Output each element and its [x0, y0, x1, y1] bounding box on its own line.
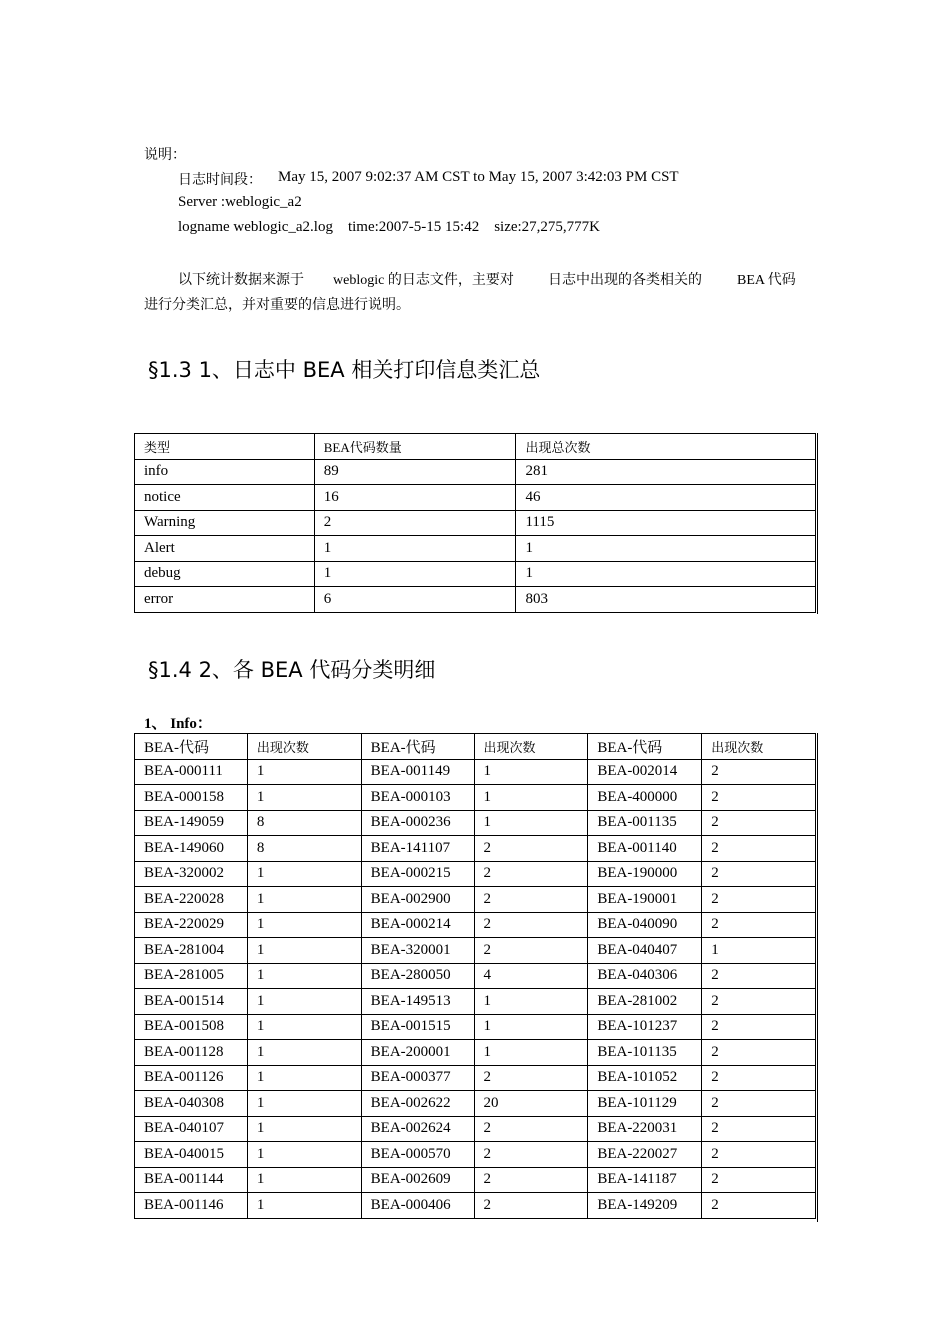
info-cell: BEA-001508: [135, 1014, 248, 1040]
summary-cell: 281: [516, 459, 816, 485]
summary-cell: 1: [314, 561, 516, 587]
info-cell: 20: [474, 1091, 588, 1117]
table-row: [135, 810, 816, 836]
table-row: [135, 1167, 816, 1193]
info-cell: BEA-001128: [135, 1040, 248, 1066]
intro-label: 说明：: [144, 148, 186, 163]
info-cell: BEA-001514: [135, 989, 248, 1015]
info-cell: BEA-149059: [135, 810, 248, 836]
info-cell: 2: [702, 989, 816, 1015]
info-cell: BEA-002014: [588, 759, 702, 785]
info-cell: 2: [702, 1065, 816, 1091]
info-cell: BEA-040407: [588, 938, 702, 964]
info-cell: BEA-000236: [361, 810, 474, 836]
table-row: [135, 938, 816, 964]
info-cell: 2: [702, 810, 816, 836]
intro-para-line-2: 进行分类汇总，并对重要的信息进行说明。: [144, 298, 410, 313]
info-cell: BEA-220028: [135, 887, 248, 913]
info-cell: 2: [702, 785, 816, 811]
info-cell: BEA-000111: [135, 759, 248, 785]
info-cell: 1: [247, 938, 361, 964]
info-cell: 1: [474, 810, 588, 836]
info-cell: BEA-280050: [361, 963, 474, 989]
info-cell: 1: [247, 1040, 361, 1066]
table-row: [135, 1091, 816, 1117]
info-cell: BEA-200001: [361, 1040, 474, 1066]
table-row: [135, 459, 816, 485]
summary-table: [134, 433, 816, 613]
info-cell: BEA-000215: [361, 861, 474, 887]
intro-para-part-4: BEA 代码: [737, 273, 796, 288]
table-row: [135, 1065, 816, 1091]
info-cell: 2: [702, 1091, 816, 1117]
info-cell: 2: [702, 887, 816, 913]
info-cell: BEA-281004: [135, 938, 248, 964]
table-row: [135, 1116, 816, 1142]
summary-cell: 1: [314, 536, 516, 562]
info-header-cell: 出现次数: [702, 734, 816, 760]
info-cell: BEA-220027: [588, 1142, 702, 1168]
info-cell: 2: [702, 963, 816, 989]
info-cell: BEA-000406: [361, 1193, 474, 1219]
info-cell: BEA-000570: [361, 1142, 474, 1168]
info-cell: 1: [247, 861, 361, 887]
info-cell: BEA-040107: [135, 1116, 248, 1142]
table-row: [135, 1193, 816, 1219]
summary-cell: notice: [135, 485, 315, 511]
table-row: [135, 836, 816, 862]
info-cell: BEA-281005: [135, 963, 248, 989]
info-cell: 1: [247, 1116, 361, 1142]
info-cell: 1: [474, 989, 588, 1015]
info-cell: 1: [247, 1091, 361, 1117]
summary-cell: 2: [314, 510, 516, 536]
summary-cell: info: [135, 459, 315, 485]
info-cell: BEA-001126: [135, 1065, 248, 1091]
info-cell: 1: [247, 785, 361, 811]
info-cell: BEA-002609: [361, 1167, 474, 1193]
subheading-info: 1、 Info：: [144, 716, 212, 732]
table-row: [135, 912, 816, 938]
info-cell: BEA-141107: [361, 836, 474, 862]
summary-cell: 1: [516, 536, 816, 562]
intro-para-part-1: 以下统计数据来源于: [178, 273, 304, 288]
info-cell: BEA-141187: [588, 1167, 702, 1193]
info-cell: BEA-040015: [135, 1142, 248, 1168]
info-cell: 1: [247, 1014, 361, 1040]
info-cell: 1: [474, 759, 588, 785]
info-cell: BEA-000377: [361, 1065, 474, 1091]
info-cell: 8: [247, 810, 361, 836]
summary-cell: 803: [516, 587, 816, 613]
summary-cell: 1: [516, 561, 816, 587]
summary-header-cell: BEA代码数量: [314, 434, 516, 460]
summary-header-row: [135, 434, 816, 460]
info-cell: 1: [247, 1167, 361, 1193]
info-cell: BEA-220029: [135, 912, 248, 938]
info-cell: BEA-040090: [588, 912, 702, 938]
info-cell: 1: [474, 1040, 588, 1066]
info-cell: 2: [474, 1116, 588, 1142]
summary-table-double-border: [817, 433, 818, 614]
info-cell: 2: [702, 1014, 816, 1040]
table-row: [135, 861, 816, 887]
info-cell: BEA-000103: [361, 785, 474, 811]
info-cell: BEA-001149: [361, 759, 474, 785]
info-cell: BEA-320001: [361, 938, 474, 964]
table-row: [135, 963, 816, 989]
table-row: [135, 561, 816, 587]
info-cell: 2: [702, 912, 816, 938]
info-cell: BEA-040306: [588, 963, 702, 989]
intro-para-part-3: 日志中出现的各类相关的: [548, 273, 702, 288]
info-header-cell: BEA-代码: [588, 734, 702, 760]
info-cell: 1: [247, 989, 361, 1015]
table-row: [135, 587, 816, 613]
info-cell: BEA-000158: [135, 785, 248, 811]
time-range: May 15, 2007 9:02:37 AM CST to May 15, 2007 3:42:03 PM CST: [278, 169, 679, 185]
info-cell: BEA-101052: [588, 1065, 702, 1091]
info-cell: 1: [247, 912, 361, 938]
table-row: [135, 1040, 816, 1066]
summary-cell: Alert: [135, 536, 315, 562]
info-cell: 1: [247, 759, 361, 785]
info-cell: BEA-002900: [361, 887, 474, 913]
info-cell: BEA-281002: [588, 989, 702, 1015]
info-cell: 1: [247, 1193, 361, 1219]
summary-cell: debug: [135, 561, 315, 587]
info-cell: 1: [247, 963, 361, 989]
summary-cell: 46: [516, 485, 816, 511]
info-cell: 1: [247, 1065, 361, 1091]
summary-header-cell: 出现总次数: [516, 434, 816, 460]
info-cell: 2: [474, 836, 588, 862]
table-row: [135, 1014, 816, 1040]
logname-line: logname weblogic_a2.log time:2007-5-15 15:42 size:27,275,777K: [178, 219, 601, 235]
info-cell: 1: [247, 887, 361, 913]
info-cell: BEA-001135: [588, 810, 702, 836]
info-cell: 2: [702, 1116, 816, 1142]
info-header-cell: 出现次数: [247, 734, 361, 760]
info-cell: 1: [474, 1014, 588, 1040]
info-cell: BEA-001140: [588, 836, 702, 862]
summary-header-cell: 类型: [135, 434, 315, 460]
time-label: 日志时间段：: [178, 173, 262, 188]
info-cell: 1: [474, 785, 588, 811]
table-row: [135, 1142, 816, 1168]
info-cell: BEA-002622: [361, 1091, 474, 1117]
info-cell: BEA-190001: [588, 887, 702, 913]
info-cell: 2: [474, 861, 588, 887]
info-cell: 8: [247, 836, 361, 862]
info-cell: BEA-320002: [135, 861, 248, 887]
table-row: [135, 510, 816, 536]
info-table-double-border: [817, 733, 818, 1222]
info-cell: 2: [474, 887, 588, 913]
info-cell: 1: [702, 938, 816, 964]
info-cell: BEA-149513: [361, 989, 474, 1015]
info-cell: 2: [702, 759, 816, 785]
summary-cell: 1115: [516, 510, 816, 536]
info-cell: BEA-001144: [135, 1167, 248, 1193]
info-cell: BEA-101237: [588, 1014, 702, 1040]
table-row: [135, 485, 816, 511]
summary-cell: 16: [314, 485, 516, 511]
info-cell: 2: [702, 1142, 816, 1168]
info-cell: 2: [702, 1193, 816, 1219]
table-row: [135, 785, 816, 811]
info-cell: 2: [474, 912, 588, 938]
info-cell: 2: [474, 1065, 588, 1091]
info-cell: BEA-001515: [361, 1014, 474, 1040]
info-cell: 2: [474, 1142, 588, 1168]
info-table: [134, 733, 816, 1219]
table-row: [135, 536, 816, 562]
section-heading-detail: §1.4 2、各 BEA 代码分类明细: [148, 658, 436, 682]
intro-para-part-2: weblogic 的日志文件，主要对: [333, 273, 514, 288]
info-cell: BEA-220031: [588, 1116, 702, 1142]
info-cell: 1: [247, 1142, 361, 1168]
info-header-cell: BEA-代码: [135, 734, 248, 760]
info-cell: BEA-002624: [361, 1116, 474, 1142]
info-cell: BEA-149209: [588, 1193, 702, 1219]
info-cell: 2: [702, 1167, 816, 1193]
info-cell: 2: [702, 836, 816, 862]
info-cell: BEA-149060: [135, 836, 248, 862]
info-cell: BEA-040308: [135, 1091, 248, 1117]
info-cell: BEA-101135: [588, 1040, 702, 1066]
info-header-cell: 出现次数: [474, 734, 588, 760]
summary-cell: Warning: [135, 510, 315, 536]
table-row: [135, 759, 816, 785]
server-line: Server :weblogic_a2: [178, 194, 302, 210]
summary-cell: error: [135, 587, 315, 613]
info-header-cell: BEA-代码: [361, 734, 474, 760]
info-cell: 4: [474, 963, 588, 989]
info-cell: BEA-190000: [588, 861, 702, 887]
summary-cell: 89: [314, 459, 516, 485]
info-cell: 2: [474, 1167, 588, 1193]
section-heading-summary: §1.3 1、日志中 BEA 相关打印信息类汇总: [148, 358, 541, 382]
table-row: [135, 989, 816, 1015]
info-cell: 2: [702, 1040, 816, 1066]
info-cell: 2: [474, 1193, 588, 1219]
info-cell: 2: [702, 861, 816, 887]
summary-cell: 6: [314, 587, 516, 613]
info-cell: 2: [474, 938, 588, 964]
info-cell: BEA-400000: [588, 785, 702, 811]
info-cell: BEA-001146: [135, 1193, 248, 1219]
info-cell: BEA-000214: [361, 912, 474, 938]
table-row: [135, 887, 816, 913]
info-cell: BEA-101129: [588, 1091, 702, 1117]
info-header-row: [135, 734, 816, 760]
